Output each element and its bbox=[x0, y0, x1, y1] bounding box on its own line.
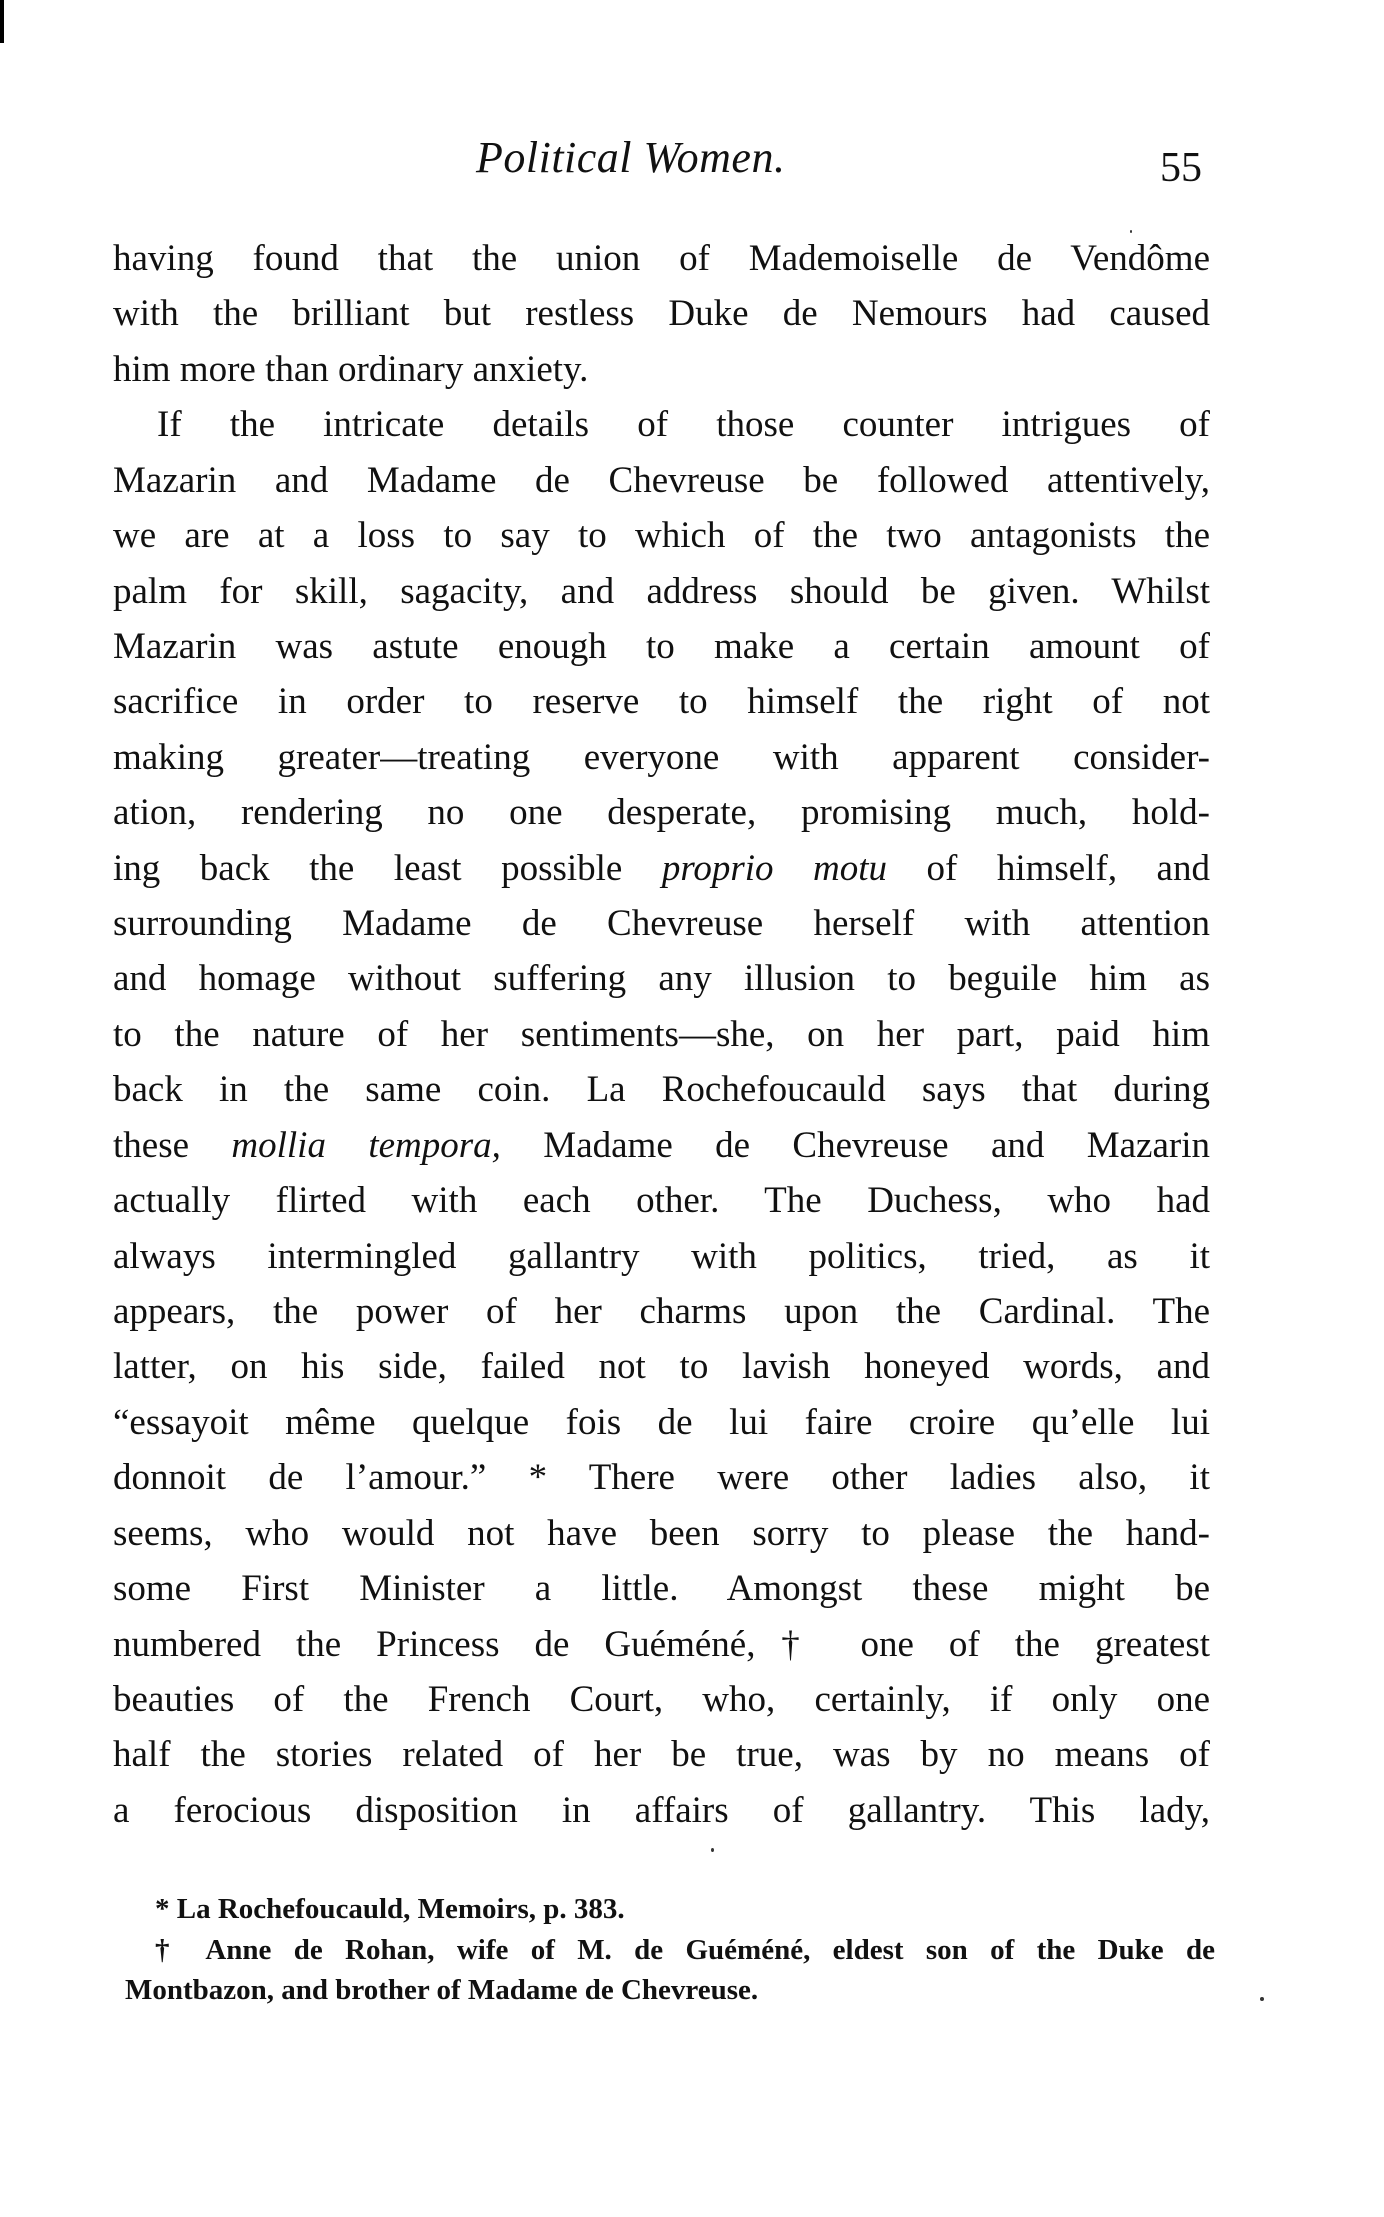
text-line: and homage without suffering any illusion to beguile him as bbox=[113, 958, 1210, 1000]
text-line bbox=[113, 841, 1210, 896]
text-line: sacrifice in order to reserve to himself the right of not bbox=[113, 681, 1210, 723]
text-line: making greater—treating everyone with apparent consider- bbox=[113, 736, 1210, 778]
text-line: to the nature of her sentiments—she, on her part, paid him bbox=[113, 1013, 1210, 1055]
text-line bbox=[113, 1118, 1210, 1173]
scan-edge-mark bbox=[0, 0, 4, 43]
text-line: a ferocious disposition in affairs of gallantry. This lady, bbox=[113, 1789, 1210, 1831]
text-line: Mazarin and Madame de Chevreuse be followed attentively, bbox=[113, 459, 1210, 501]
italic-phrase: mollia tempora, bbox=[231, 1124, 501, 1166]
text-run: of himself, and bbox=[887, 847, 1210, 889]
running-title: Political Women. bbox=[476, 133, 786, 182]
scan-speck bbox=[711, 1848, 714, 1852]
footnote: † Anne de Rohan, wife of M. de Guéméné, eldest son of the Duke de bbox=[155, 1933, 1215, 1966]
body-text bbox=[113, 231, 1210, 1838]
text-run: these bbox=[113, 1124, 232, 1166]
text-line: back in the same coin. La Rochefoucauld says that during bbox=[113, 1069, 1210, 1111]
text-line: we are at a loss to say to which of the two antagonists the bbox=[113, 515, 1210, 557]
text-line: surrounding Madame de Chevreuse herself with attention bbox=[113, 903, 1210, 945]
footnotes bbox=[125, 1889, 1215, 2011]
text-line: palm for skill, sagacity, and address should be given. Whilst bbox=[113, 570, 1210, 612]
italic-phrase: proprio motu bbox=[661, 847, 888, 889]
scan-speck bbox=[1130, 230, 1132, 233]
text-line: latter, on his side, failed not to lavish honeyed words, and bbox=[113, 1346, 1210, 1388]
text-line: seems, who would not have been sorry to please the hand- bbox=[113, 1512, 1210, 1554]
page-number: 55 bbox=[1160, 145, 1202, 191]
text-line: him more than ordinary anxiety. bbox=[113, 348, 589, 390]
scan-speck bbox=[1260, 1997, 1264, 2001]
text-line: ation, rendering no one desperate, promising much, hold- bbox=[113, 792, 1210, 834]
text-line: always intermingled gallantry with politics, tried, as it bbox=[113, 1235, 1210, 1277]
text-line: “essayoit même quelque fois de lui faire croire qu’elle lui bbox=[113, 1401, 1210, 1443]
text-run: Madame de Chevreuse and Mazarin bbox=[500, 1124, 1210, 1166]
text-line: If the intricate details of those counter intrigues of bbox=[157, 404, 1210, 446]
text-line: numbered the Princess de Guéméné,† one of the greatest bbox=[113, 1623, 1210, 1665]
text-line: donnoit de l’amour.” * There were other ladies also, it bbox=[113, 1457, 1210, 1499]
text-line: Mazarin was astute enough to make a certain amount of bbox=[113, 625, 1210, 667]
text-line: beauties of the French Court, who, certainly, if only one bbox=[113, 1678, 1210, 1720]
footnote-continuation: Montbazon, and brother of Madame de Chevreuse. bbox=[125, 1974, 759, 2006]
text-line: half the stories related of her be true, was by no means of bbox=[113, 1734, 1210, 1776]
footnote: * La Rochefoucauld, Memoirs, p. 383. bbox=[155, 1893, 625, 1925]
text-run: ing back the least possible bbox=[113, 847, 662, 889]
text-line: some First Minister a little. Amongst these might be bbox=[113, 1568, 1210, 1610]
text-line: with the brilliant but restless Duke de Nemours had caused bbox=[113, 293, 1210, 335]
text-line: appears, the power of her charms upon the Cardinal. The bbox=[113, 1291, 1210, 1333]
text-line: having found that the union of Mademoiselle de Vendôme bbox=[113, 238, 1210, 279]
text-line: actually flirted with each other. The Duchess, who had bbox=[113, 1180, 1210, 1222]
